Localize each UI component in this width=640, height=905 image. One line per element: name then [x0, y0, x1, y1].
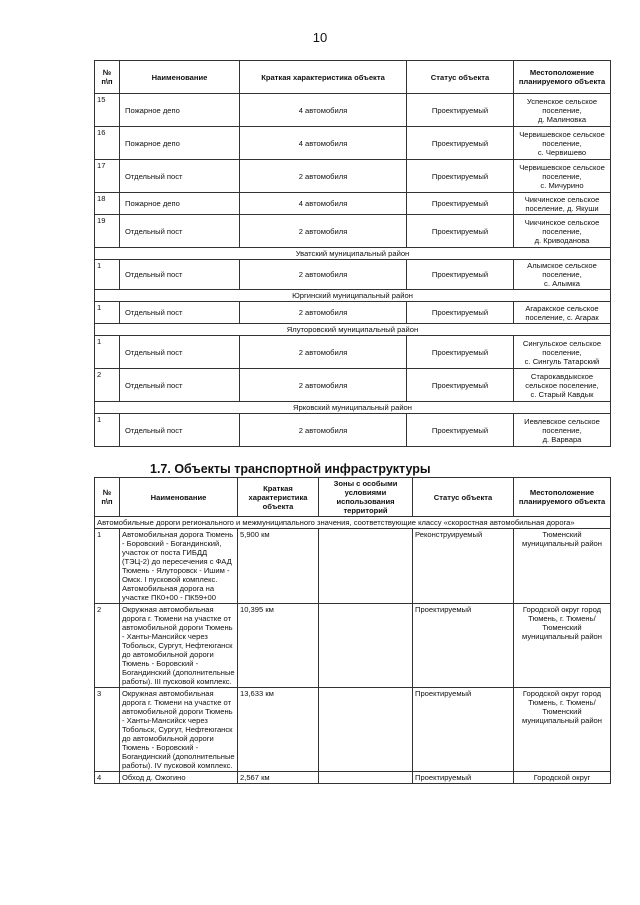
row-status: Проектируемый	[407, 369, 514, 402]
district-name: Уватский муниципальный район	[95, 248, 611, 260]
row-characteristic: 10,395 км	[238, 604, 319, 688]
table-row	[95, 215, 611, 248]
header-name: Наименование	[120, 61, 240, 94]
row-num: 16	[95, 127, 120, 160]
section-title: 1.7. Объекты транспортной инфраструктуры	[150, 462, 431, 476]
table-header-row	[95, 61, 611, 94]
row-location: Тюменский муниципальный район	[514, 529, 611, 604]
fire-stations-table	[94, 60, 611, 447]
row-location: Успенское сельское поселение, д. Малиновка	[514, 94, 611, 127]
row-num: 1	[95, 529, 120, 604]
district-name: Юргинский муниципальный район	[95, 290, 611, 302]
table-header-row	[95, 478, 611, 517]
header-status: Статус объекта	[413, 478, 514, 517]
row-zones	[319, 529, 413, 604]
row-name: Отдельный пост	[120, 369, 240, 402]
transport-table	[94, 477, 611, 784]
header-status: Статус объекта	[407, 61, 514, 94]
district-row	[95, 324, 611, 336]
row-num: 1	[95, 302, 120, 324]
row-num: 2	[95, 369, 120, 402]
row-characteristic: 2 автомобиля	[240, 336, 407, 369]
row-num: 3	[95, 688, 120, 772]
row-status: Проектируемый	[407, 94, 514, 127]
header-num: № п\п	[95, 478, 120, 517]
row-status: Проектируемый	[407, 336, 514, 369]
row-status: Реконструируемый	[413, 529, 514, 604]
table-row	[95, 336, 611, 369]
header-characteristic: Краткая характеристика объекта	[240, 61, 407, 94]
row-status: Проектируемый	[413, 772, 514, 784]
table-row	[95, 772, 611, 784]
table-row	[95, 127, 611, 160]
row-status: Проектируемый	[407, 414, 514, 447]
row-num: 4	[95, 772, 120, 784]
row-name: Пожарное депо	[120, 127, 240, 160]
district-row	[95, 290, 611, 302]
row-characteristic: 2 автомобиля	[240, 302, 407, 324]
row-num: 19	[95, 215, 120, 248]
table-row	[95, 369, 611, 402]
table-row	[95, 94, 611, 127]
district-name: Ярковский муниципальный район	[95, 402, 611, 414]
row-num: 1	[95, 336, 120, 369]
header-characteristic: Краткая характеристика объекта	[238, 478, 319, 517]
row-location: Агаракское сельское поселение, с. Агарак	[514, 302, 611, 324]
table-row	[95, 604, 611, 688]
table-row	[95, 529, 611, 604]
row-name: Окружная автомобильная дорога г. Тюмени на участке от автомобильной дороги Тюмень - Ханты-Мансийск через Тобольск, Сургут, Нефтеюганск до автомобильной дороги Тюмень - Боровский - Богандинский (дополнительные работы). IV пусковой комплекс.	[120, 688, 238, 772]
category-row	[95, 517, 611, 529]
row-characteristic: 2 автомобиля	[240, 260, 407, 290]
header-location: Местоположение планируемого объекта	[514, 61, 611, 94]
row-location: Городской округ город Тюмень, г. Тюмень/ Тюменский муниципальный район	[514, 604, 611, 688]
row-name: Отдельный пост	[120, 302, 240, 324]
row-location: Алымское сельское поселение, с. Алымка	[514, 260, 611, 290]
header-name: Наименование	[120, 478, 238, 517]
header-num: № п\п	[95, 61, 120, 94]
district-name: Ялуторовский муниципальный район	[95, 324, 611, 336]
row-zones	[319, 604, 413, 688]
district-row	[95, 248, 611, 260]
row-num: 1	[95, 260, 120, 290]
row-characteristic: 2 автомобиля	[240, 215, 407, 248]
row-characteristic: 2 автомобиля	[240, 414, 407, 447]
row-status: Проектируемый	[407, 302, 514, 324]
row-characteristic: 4 автомобиля	[240, 193, 407, 215]
row-num: 15	[95, 94, 120, 127]
header-zones: Зоны с особыми условиями использования территорий	[319, 478, 413, 517]
row-num: 1	[95, 414, 120, 447]
row-location: Чикчинское сельское поселение, д. Якуши	[514, 193, 611, 215]
row-location: Городской округ	[514, 772, 611, 784]
row-num: 2	[95, 604, 120, 688]
table-row	[95, 302, 611, 324]
row-status: Проектируемый	[407, 193, 514, 215]
row-name: Отдельный пост	[120, 414, 240, 447]
page-number: 10	[312, 30, 328, 45]
row-name: Отдельный пост	[120, 336, 240, 369]
table-row	[95, 160, 611, 193]
row-zones	[319, 688, 413, 772]
row-status: Проектируемый	[413, 604, 514, 688]
row-name: Пожарное депо	[120, 193, 240, 215]
row-characteristic: 2 автомобиля	[240, 369, 407, 402]
row-characteristic: 4 автомобиля	[240, 94, 407, 127]
row-characteristic: 4 автомобиля	[240, 127, 407, 160]
table-row	[95, 193, 611, 215]
district-row	[95, 402, 611, 414]
row-name: Отдельный пост	[120, 215, 240, 248]
header-location: Местоположение планируемого объекта	[514, 478, 611, 517]
row-status: Проектируемый	[413, 688, 514, 772]
row-location: Городской округ город Тюмень, г. Тюмень/ Тюменский муниципальный район	[514, 688, 611, 772]
table-row	[95, 414, 611, 447]
category-cell: Автомобильные дороги регионального и межмуниципального значения, соответствующие классу «скоростная автомобильная дорога»	[95, 517, 611, 529]
table-row	[95, 688, 611, 772]
row-name: Отдельный пост	[120, 260, 240, 290]
row-zones	[319, 772, 413, 784]
row-status: Проектируемый	[407, 127, 514, 160]
row-name: Окружная автомобильная дорога г. Тюмени на участке от автомобильной дороги Тюмень - Ханты-Мансийск через Тобольск, Сургут, Нефтеюганск до автомобильной дороги Тюмень - Боровский - Богандинский (дополнительные работы). III пусковой комплекс.	[120, 604, 238, 688]
row-name: Автомобильная дорога Тюмень - Боровский - Богандинский, участок от поста ГИБДД (ТЭЦ-2) до пересечения с ФАД Тюмень - Ялуторовск - Ишим - Омск. I пусковой комплекс. Автомобильная дорога на участке ПК0+00 - ПК59+00	[120, 529, 238, 604]
row-name: Пожарное депо	[120, 94, 240, 127]
row-status: Проектируемый	[407, 215, 514, 248]
row-characteristic: 5,900 км	[238, 529, 319, 604]
row-characteristic: 13,633 км	[238, 688, 319, 772]
row-num: 17	[95, 160, 120, 193]
row-location: Чикчинское сельское поселение, д. Криводанова	[514, 215, 611, 248]
row-location: Червишевское сельское поселение, с. Мичурино	[514, 160, 611, 193]
row-location: Сингульское сельское поселение, с. Сингуль Татарский	[514, 336, 611, 369]
row-characteristic: 2,567 км	[238, 772, 319, 784]
row-status: Проектируемый	[407, 160, 514, 193]
row-status: Проектируемый	[407, 260, 514, 290]
row-num: 18	[95, 193, 120, 215]
row-location: Иевлевское сельское поселение, д. Варвара	[514, 414, 611, 447]
row-location: Старокавдыкское сельское поселение, с. Старый Кавдык	[514, 369, 611, 402]
row-name: Обход д. Ожогино	[120, 772, 238, 784]
table-row	[95, 260, 611, 290]
row-location: Червишевское сельское поселение, с. Червишево	[514, 127, 611, 160]
row-name: Отдельный пост	[120, 160, 240, 193]
row-characteristic: 2 автомобиля	[240, 160, 407, 193]
